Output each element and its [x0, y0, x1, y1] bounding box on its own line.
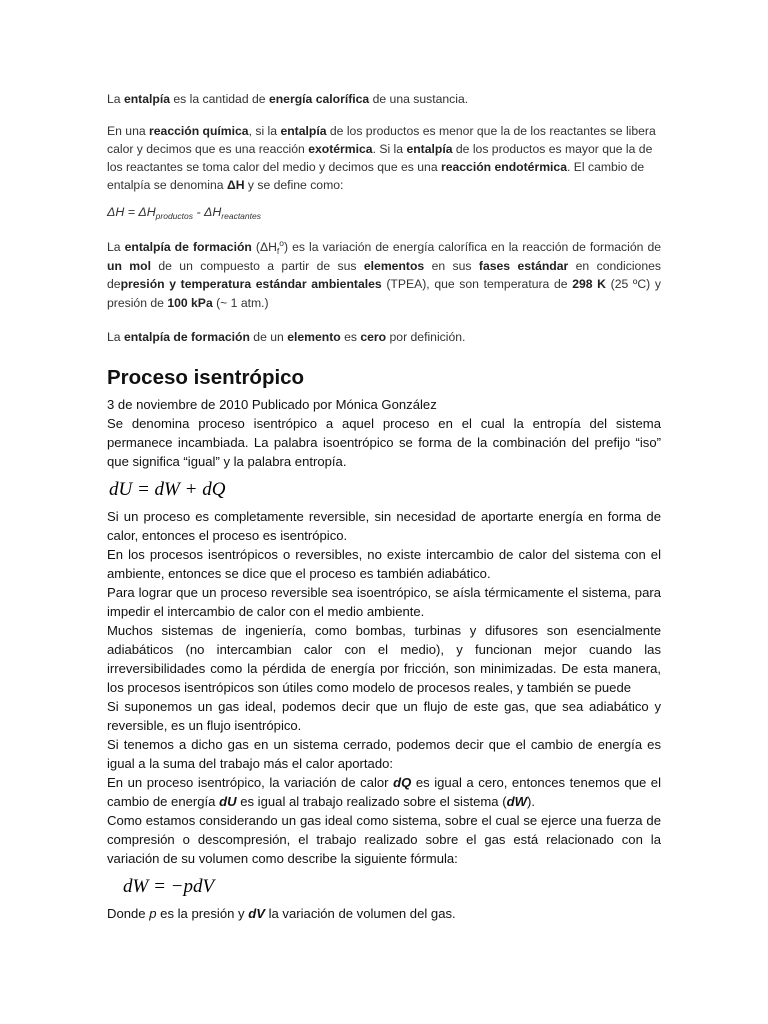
paragraph-gas-work: Como estamos considerando un gas ideal como sistema, sobre el cual se ejerce una fuerza de compresión o descompresión, el trabajo realizado sobre el gas está relacionado con la variación de su volumen como describe la siguiente fórmula:: [107, 813, 661, 866]
paragraph-formation-enthalpy: La entalpía de formación $(\Delta H_f^o)$ es la variación de energía calorífica en la reacción de formación de un mol de un compuesto a partir de sus elementos en sus fases estándar en condiciones depresión y temperatura estándar ambientales (TPEA), que son temperatura de 298 K (25 ºC) y presión de 100 kPa (~ 1 atm.): [107, 238, 661, 310]
equation-work: dW = −pdV: [123, 876, 215, 897]
paragraph-thermal-isolation: Para lograr que un proceso reversible sea isoentrópico, se aísla térmicamente el sistema, para impedir el intercambio de calor con el medio ambiente.: [107, 585, 661, 619]
paragraph-closed-system: Si tenemos a dicho gas en un sistema cerrado, podemos decir que el cambio de energía es igual a la suma del trabajo más el calor aportado:: [107, 737, 661, 771]
article-meta: 3 de noviembre de 2010 Publicado por Mónica González: [107, 397, 437, 412]
paragraph-reaction: En una reacción química, si la entalpía de los productos es menor que la de los reactantes se libera calor y decimos que es una reacción exotérmica. Si la entalpía de los productos es mayor que la de los reactantes se toma calor del medio y decimos que es una reacción endotérmica. El cambio de entalpía se denomina ΔH y se define como:: [107, 124, 656, 192]
article-body: [107, 395, 661, 923]
article-title: Proceso isentrópico: [107, 366, 305, 389]
paragraph-enthalpy-definition: La entalpía es la cantidad de energía calorífica de una sustancia.: [107, 92, 469, 106]
paragraph-adiabatic: En los procesos isentrópicos o reversibles, no existe intercambio de calor del sistema con el ambiente, entonces se dice que el proceso es también adiabático.: [107, 547, 661, 581]
paragraph-engineering-systems: Muchos sistemas de ingeniería, como bombas, turbinas y difusores son esencialmente adiabáticos (no intercambian calor con el medio), y funcionan mejor cuando las irreversibilidades como la pérdida de energía por fricción, son minimizadas. De esta manera, los procesos isentrópicos son útiles como modelo de procesos reales, y también se puede: [107, 623, 661, 695]
paragraph-isentropic-work: En un proceso isentrópico, la variación de calor dQ es igual a cero, entonces tenemos que el cambio de energía dU es igual al trabajo realizado sobre el sistema (dW).: [107, 775, 661, 809]
paragraph-reversible: Si un proceso es completamente reversible, sin necesidad de aportarte energía en forma de calor, entonces el proceso es isentrópico.: [107, 509, 661, 543]
paragraph-ideal-gas: Si suponemos un gas ideal, podemos decir que un flujo de este gas, que sea adiabático y reversible, es un flujo isentrópico.: [107, 699, 661, 733]
paragraph-isentropic-definition: Se denomina proceso isentrópico a aquel proceso en el cual la entropía del sistema permanece incambiada. La palabra isoentrópico se forma de la combinación del prefijo “iso” que significa “igual” y la palabra entropía.: [107, 416, 661, 469]
equation-energy-balance: dU = dW + dQ: [109, 479, 226, 500]
paragraph-pressure-volume: Donde p es la presión y dV la variación de volumen del gas.: [107, 906, 456, 921]
enthalpy-formula: $\Delta H = \Delta H_{productos} - \Delta H_{reactantes}$: [107, 205, 261, 221]
paragraph-element-zero: La entalpía de formación de un elemento es cero por definición.: [107, 330, 466, 344]
